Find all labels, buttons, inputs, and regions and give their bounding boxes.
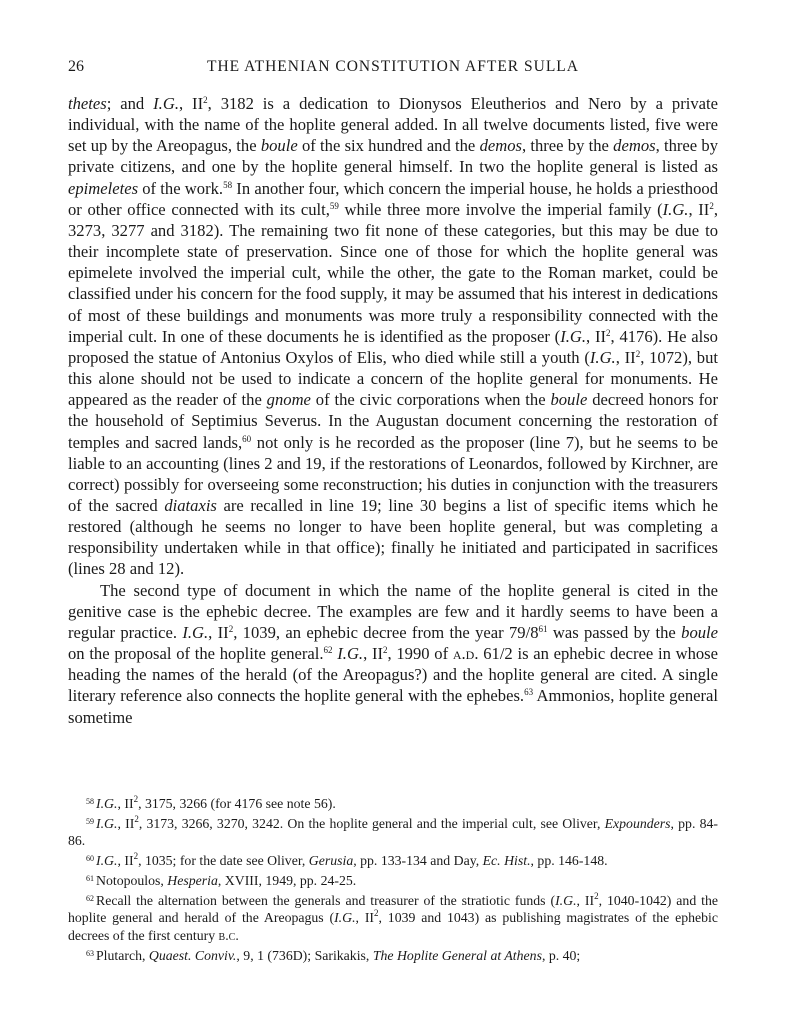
text-italic: Expounders bbox=[604, 815, 671, 831]
text-italic: I.G. bbox=[334, 910, 356, 926]
text-run: , II bbox=[576, 892, 595, 908]
text-run: In another four, which concern the imperial house, he holds a priesthood or other office connected with its cult, bbox=[68, 178, 718, 219]
text-run: , II bbox=[178, 94, 204, 113]
text-italic: demos bbox=[479, 136, 522, 156]
page-number: 26 bbox=[68, 58, 84, 75]
text-run: , 1039, an ephebic decree from the year 79/8 bbox=[233, 622, 539, 642]
text-run: not only is he recorded as the proposer (line 7), but he seems to be liable to an accounting (lines 2 and 19, if the restorations of Leonardos, followed by Kirchner, are correct) possibly for overseeing some reconstruction; his duties in conjunction with the treasurers of the sacred bbox=[68, 432, 718, 515]
text-run: , II bbox=[117, 853, 134, 869]
text-run: , 1035; for the date see Oliver, bbox=[138, 853, 309, 869]
footnote-59 bbox=[68, 813, 718, 850]
text-run: of the six hundred and the bbox=[297, 136, 480, 156]
text-italic: I.G. bbox=[555, 892, 577, 908]
text-run: of the civic corporations when the bbox=[310, 390, 551, 410]
era-marker: a.d. bbox=[452, 644, 479, 664]
text-run: , II bbox=[355, 910, 375, 926]
text-run: , 3182 is a dedication to Dionysos Eleutherios and Nero by a private individual, with the name of the hoplite general added. In all twelve documents listed, five were set up by the Areopagus, the bbox=[68, 94, 718, 156]
superscript: 2 bbox=[709, 200, 714, 211]
text-run: Ammonios, hoplite general sometime bbox=[68, 686, 718, 727]
text-italic: I.G. bbox=[662, 199, 689, 219]
text-run: , pp. 84-86. bbox=[68, 815, 718, 849]
text-run: , p. 40; bbox=[541, 947, 581, 963]
footnote-mark: 58 bbox=[86, 797, 94, 806]
main-text bbox=[68, 93, 718, 728]
text-run: Plutarch, bbox=[96, 947, 149, 963]
footnote-ref-58: 58 bbox=[223, 179, 233, 190]
text-run: , 3175, 3266 (for 4176 see note 56). bbox=[138, 796, 336, 811]
text-italic: Gerusia bbox=[308, 853, 354, 869]
text-run: , II bbox=[688, 199, 710, 219]
superscript: 2 bbox=[228, 623, 234, 634]
text-run: , 3173, 3266, 3270, 3242. On the hoplite general and the imperial cult, see Oliver, bbox=[138, 815, 605, 831]
text-run: Recall the alternation between the generals and treasurer of the stratiotic funds ( bbox=[96, 892, 556, 908]
footnote-62 bbox=[68, 890, 718, 945]
text-run: , II bbox=[363, 644, 384, 664]
text-italic: thetes bbox=[68, 94, 107, 113]
footnote-mark: 63 bbox=[86, 948, 94, 958]
superscript: 2 bbox=[594, 890, 599, 901]
text-italic: diataxis bbox=[164, 495, 217, 515]
text-run: , 1990 of bbox=[387, 644, 453, 664]
text-run: , XVIII, 1949, pp. 24-25. bbox=[217, 872, 357, 888]
footnote-mark: 61 bbox=[86, 873, 94, 883]
superscript: 2 bbox=[635, 348, 641, 359]
footnote-60 bbox=[68, 850, 718, 870]
text-run: The second type of document in which the name of the hoplite general is cited in the genitive case is the ephebic decree. The examples are few and it hardly seems to have been a regular practice. bbox=[68, 580, 718, 642]
superscript: 2 bbox=[133, 794, 139, 804]
text-italic: I.G. bbox=[560, 326, 587, 346]
text-italic: boule bbox=[681, 622, 719, 642]
text-run: , 9, 1 (736D); Sarikakis, bbox=[236, 947, 373, 963]
text-run: , pp. 133-134 and Day, bbox=[353, 853, 483, 869]
text-italic: gnome bbox=[266, 390, 311, 410]
text-italic: I.G. bbox=[96, 796, 118, 811]
text-run: , II bbox=[117, 796, 134, 811]
footnote-ref-59: 59 bbox=[329, 200, 339, 211]
running-title: THE ATHENIAN CONSTITUTION AFTER SULLA bbox=[207, 58, 579, 75]
footnote-58 bbox=[68, 793, 718, 813]
text-run: on the proposal of the hoplite general. bbox=[68, 644, 324, 664]
footnote-mark: 59 bbox=[86, 816, 94, 826]
footnote-61 bbox=[68, 870, 718, 890]
text-run: Notopoulos, bbox=[96, 872, 168, 888]
superscript: 2 bbox=[203, 95, 208, 105]
text-italic: I.G. bbox=[337, 644, 364, 664]
footnote-63 bbox=[68, 945, 718, 965]
text-run: , 1040-1042) and the hoplite general and herald of the Areopagus ( bbox=[68, 892, 718, 926]
text-run: decreed honors for the household of Septimius Severus. In the Augustan document concerning the restoration of temples and sacred lands, bbox=[68, 390, 719, 452]
text-run: 61/2 is an ephebic decree in whose heading the names of the herald (of the Areopagus?) and the hoplite general are cited. A single literary reference also connects the hoplite general with the ephebes. bbox=[68, 644, 718, 706]
footnote-mark: 60 bbox=[86, 854, 94, 864]
text-italic: Ec. Hist. bbox=[482, 853, 531, 869]
text-run: ; and bbox=[106, 94, 154, 113]
text-italic: I.G. bbox=[589, 347, 616, 367]
superscript: 2 bbox=[134, 813, 139, 824]
text-run: , II bbox=[615, 347, 636, 367]
text-run: was passed by the bbox=[547, 622, 682, 642]
text-run: , 3273, 3277 and 3182). The remaining two fit none of these categories, but this may be due to their incomplete state of preservation. Since one of those for which the hoplite general was epimelete involved the imperial cult, while the other, the gate to the Roman market, could be classified under his concern for the food supply, it may be assumed that his interest in dedications of most of these buildings and monuments was more truly a responsibility connected with the imperial cult. In one of these documents he is identified as the proposer ( bbox=[68, 199, 718, 346]
superscript: 2 bbox=[374, 908, 379, 919]
superscript: 2 bbox=[383, 645, 388, 656]
text-run: , 1039 and 1043) as publishing magistrates of the ephebic decrees of the first century bbox=[68, 910, 719, 943]
text-run: , three by private citizens, and one by the hoplite general himself. In two the hoplite general is listed as bbox=[68, 136, 718, 177]
text-run: , 4176). He also proposed the statue of Antonius Oxylos of Elis, who died while still a youth ( bbox=[68, 326, 718, 367]
footnote-ref-63: 63 bbox=[524, 687, 534, 698]
text-italic: Hesperia bbox=[167, 872, 218, 888]
paragraph-2 bbox=[68, 580, 718, 728]
text-run: of the work. bbox=[138, 178, 224, 198]
text-run: while three more involve the imperial family ( bbox=[338, 199, 663, 219]
superscript: 2 bbox=[133, 851, 139, 862]
text-italic: epimeletes bbox=[68, 178, 139, 198]
text-italic: boule bbox=[260, 136, 298, 156]
text-italic: I.G. bbox=[96, 815, 118, 831]
text-run: , II bbox=[586, 326, 607, 346]
text-italic: Quaest. Conviv. bbox=[148, 947, 237, 963]
text-run: , II bbox=[117, 815, 135, 831]
superscript: 2 bbox=[606, 327, 611, 338]
paragraph-1 bbox=[68, 93, 718, 580]
footnote-ref-60: 60 bbox=[242, 433, 252, 444]
text-italic: I.G. bbox=[153, 94, 179, 113]
running-header bbox=[68, 58, 718, 80]
text-italic: The Hoplite General at Athens bbox=[372, 947, 542, 963]
era-marker: b.c. bbox=[218, 927, 239, 943]
footnotes bbox=[68, 793, 718, 964]
text-italic: I.G. bbox=[96, 853, 118, 869]
footnote-mark: 62 bbox=[86, 893, 94, 903]
text-italic: demos bbox=[613, 136, 656, 156]
footnote-ref-61: 61 bbox=[538, 623, 548, 634]
text-run: , pp. 146-148. bbox=[530, 853, 608, 869]
text-run: , three by the bbox=[521, 136, 614, 156]
text-run: are recalled in line 19; line 30 begins a list of specific items which he restored (although he seems no longer to have been hoplite general, but was completing a responsibility undertaken while in that office); finally he initiated and participated in sacrifices (lines 28 and 12). bbox=[68, 495, 718, 579]
text-italic: boule bbox=[550, 390, 588, 410]
footnote-ref-62: 62 bbox=[323, 645, 333, 656]
text-run: , 1072), but this alone should not be used to indicate a concern of the hoplite general for monuments. He appeared as the reader of the bbox=[68, 347, 718, 410]
text-run: , II bbox=[208, 622, 229, 642]
text-italic: I.G. bbox=[182, 622, 209, 642]
